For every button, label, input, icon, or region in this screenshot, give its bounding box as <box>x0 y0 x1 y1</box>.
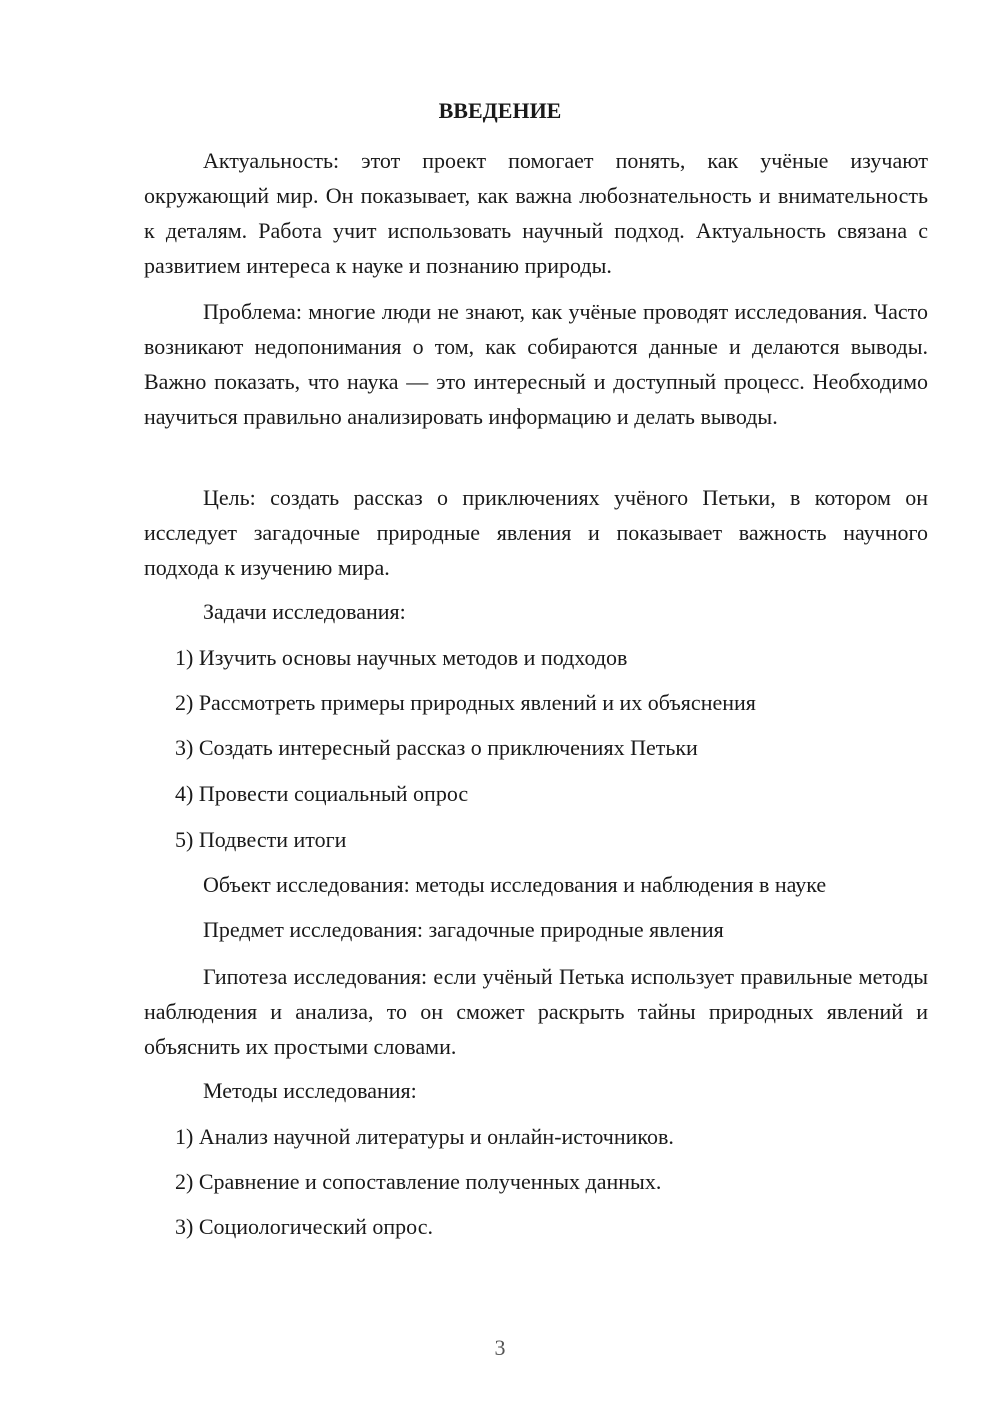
relevance-paragraph: Актуальность: этот проект помогает понять, как учёные изучают окружающий мир. Он показывает, как важна любознательность и внимательность к деталям. Работа учит использовать научный подход. Актуальность связана с развитием интереса к науке и познанию природы. <box>144 148 928 278</box>
goal-paragraph: Цель: создать рассказ о приключениях учёного Петьки, в котором он исследует загадочные природные явления и показывает важность научного подхода к изучению мира. <box>144 485 928 580</box>
task-item-2: 2) Рассмотреть примеры природных явлений и их объяснения <box>175 690 756 715</box>
task-item-4: 4) Провести социальный опрос <box>175 781 469 806</box>
object-line: Объект исследования: методы исследования и наблюдения в науке <box>203 872 827 897</box>
hypothesis-paragraph: Гипотеза исследования: если учёный Петька использует правильные методы наблюдения и анализа, то он сможет раскрыть тайны природных явлений и объяснить их простыми словами. <box>144 964 928 1059</box>
page-number: 3 <box>494 1335 506 1360</box>
page-title: ВВЕДЕНИЕ <box>438 98 562 123</box>
task-item-1: 1) Изучить основы научных методов и подходов <box>175 645 628 670</box>
task-item-3: 3) Создать интересный рассказ о приключениях Петьки <box>175 735 698 760</box>
method-item-1: 1) Анализ научной литературы и онлайн-источников. <box>175 1124 674 1149</box>
tasks-heading: Задачи исследования: <box>203 599 406 624</box>
task-item-5: 5) Подвести итоги <box>175 827 347 852</box>
problem-paragraph: Проблема: многие люди не знают, как учёные проводят исследования. Часто возникают недопонимания о том, как собираются данные и делаются выводы. Важно показать, что наука — это интересный и доступный процесс. Необходимо научиться правильно анализировать информацию и делать выводы. <box>144 299 928 429</box>
methods-heading: Методы исследования: <box>203 1078 417 1103</box>
method-item-2: 2) Сравнение и сопоставление полученных данных. <box>175 1169 662 1194</box>
subject-line: Предмет исследования: загадочные природные явления <box>203 917 724 942</box>
method-item-3: 3) Социологический опрос. <box>175 1214 433 1239</box>
